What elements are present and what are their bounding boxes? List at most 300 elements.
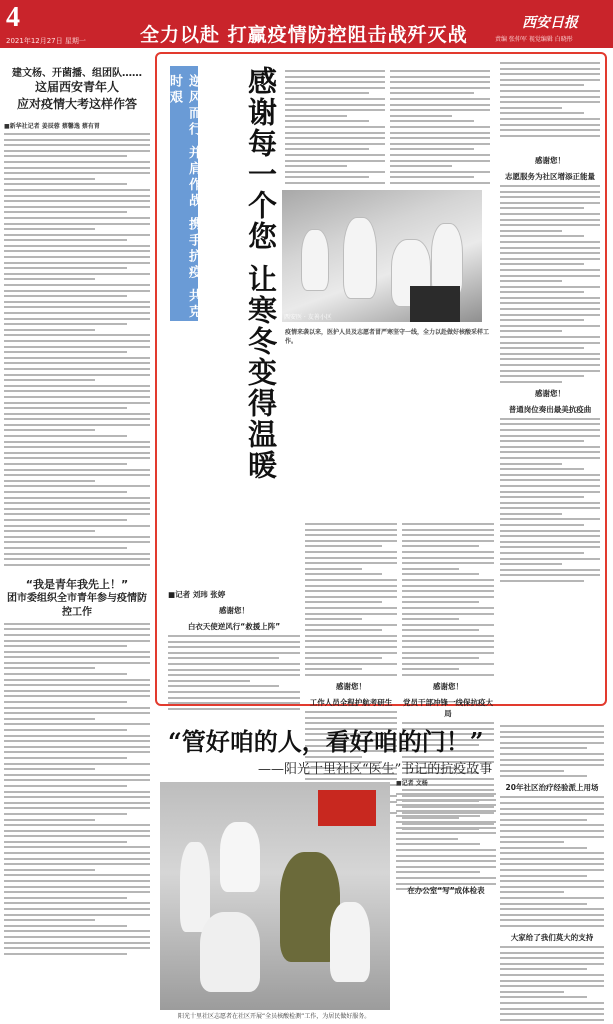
text-line	[390, 104, 490, 106]
text-line	[390, 70, 490, 72]
text-line	[305, 652, 397, 654]
text-line	[168, 691, 300, 693]
text-line	[285, 176, 369, 178]
text-line	[305, 551, 397, 553]
text-line	[4, 396, 150, 398]
text-line	[4, 374, 150, 376]
text-line	[500, 468, 584, 470]
text-line	[500, 446, 600, 448]
text-line	[500, 952, 604, 954]
text-line	[402, 579, 494, 581]
text-line	[4, 623, 150, 625]
text-line	[500, 224, 600, 226]
text-line	[285, 182, 385, 184]
text-line	[4, 228, 95, 230]
text-line	[500, 925, 604, 927]
text-line	[500, 302, 600, 304]
text-line	[500, 230, 562, 232]
text-line	[500, 946, 604, 948]
text-line	[4, 172, 150, 174]
text-line	[500, 897, 604, 899]
text-line	[4, 880, 150, 882]
text-line	[402, 523, 494, 525]
text-line	[4, 536, 150, 538]
text-line	[285, 76, 385, 78]
text-line	[402, 635, 494, 637]
text-line	[500, 241, 600, 243]
text-line	[285, 98, 385, 100]
text-line	[500, 314, 600, 316]
text-line	[305, 590, 397, 592]
text-line	[500, 258, 600, 260]
left-column	[4, 52, 150, 1020]
text-line	[4, 645, 127, 647]
text-line	[4, 200, 150, 202]
text-line	[4, 858, 150, 860]
text-line	[4, 874, 150, 876]
text-line	[285, 165, 347, 167]
text-line	[402, 629, 479, 631]
text-line	[4, 819, 95, 821]
text-line	[402, 590, 494, 592]
text-line	[4, 690, 150, 692]
subhead: 感谢您！	[336, 682, 366, 692]
text-line	[500, 535, 600, 537]
text-line	[4, 525, 150, 527]
text-line	[4, 167, 150, 169]
text-line	[500, 286, 600, 288]
text-line	[390, 182, 490, 184]
text-line	[4, 723, 150, 725]
text-line	[500, 124, 600, 126]
text-line	[4, 267, 127, 269]
text-line	[500, 474, 600, 476]
text-line	[402, 607, 494, 609]
text-line	[500, 491, 600, 493]
text-line	[4, 262, 150, 264]
feature-kicker-strip: 逆风而行 并肩作战 携手抗疫 共克时艰	[170, 66, 198, 321]
bottom-column-2	[500, 722, 604, 1024]
subhead: 感谢您！	[219, 606, 249, 615]
text-line	[500, 869, 604, 871]
article-body	[500, 725, 604, 777]
left-article-body-2	[4, 623, 150, 955]
text-line	[4, 446, 150, 448]
text-line	[500, 107, 562, 109]
text-line	[390, 87, 490, 89]
bottom-byline: ■记者 文杨	[396, 780, 428, 787]
feature-headline: 感谢每一个您 让寒冬变得温暖	[244, 66, 278, 482]
left-headline-2: “我是青年我先上！”	[25, 577, 129, 591]
text-line	[168, 697, 300, 699]
subhead: 党员干部冲锋一线保抗疫大局	[403, 698, 493, 719]
text-line	[500, 985, 604, 987]
text-line	[4, 429, 95, 431]
text-line	[285, 120, 369, 122]
text-line	[4, 155, 127, 157]
text-line	[305, 629, 382, 631]
feature-photo-label: 西安医 · 友善小区	[284, 314, 332, 321]
text-line	[500, 880, 604, 882]
text-line	[285, 137, 385, 139]
text-line	[285, 81, 385, 83]
left-headline-line-1: 这届西安青年人	[34, 80, 119, 94]
text-line	[305, 618, 362, 620]
text-line	[402, 657, 479, 659]
text-line	[500, 457, 600, 459]
text-line	[285, 171, 385, 173]
text-line	[500, 73, 600, 75]
text-line	[4, 679, 150, 681]
text-line	[4, 628, 150, 630]
text-line	[168, 657, 279, 659]
text-line	[500, 747, 587, 749]
text-line	[305, 523, 397, 525]
text-line	[500, 485, 600, 487]
text-line	[500, 552, 584, 554]
text-line	[305, 562, 397, 564]
text-line	[4, 791, 150, 793]
text-line	[4, 564, 150, 566]
text-line	[168, 652, 300, 654]
text-line	[500, 135, 600, 137]
text-line	[500, 496, 584, 498]
text-line	[500, 358, 600, 360]
text-line	[285, 70, 385, 72]
text-line	[4, 329, 95, 331]
text-line	[4, 402, 150, 404]
text-line	[500, 852, 604, 854]
text-line	[305, 674, 397, 676]
text-line	[4, 779, 150, 781]
text-line	[4, 139, 150, 141]
left-headline-line-2: 应对疫情大考这样作答	[16, 97, 137, 111]
text-line	[4, 746, 150, 748]
subhead: 在办公室“写”成体检表	[407, 886, 485, 895]
text-line	[305, 540, 397, 542]
text-line	[168, 685, 279, 687]
text-line	[4, 239, 127, 241]
text-line	[4, 919, 95, 921]
text-line	[4, 463, 127, 465]
text-line	[4, 497, 150, 499]
text-line	[500, 957, 604, 959]
text-line	[500, 502, 600, 504]
text-line	[305, 663, 397, 665]
article-body	[500, 946, 604, 1024]
text-line	[4, 469, 150, 471]
text-line	[4, 346, 150, 348]
text-line	[402, 668, 459, 670]
text-line	[4, 195, 150, 197]
text-line	[500, 435, 600, 437]
text-line	[4, 150, 150, 152]
text-line	[305, 635, 397, 637]
text-line	[500, 90, 600, 92]
masthead-logo: 西安日报	[522, 16, 578, 31]
text-line	[500, 219, 600, 221]
feature-photo-caption: 疫情来袭以来，医护人员及志愿者冒严寒坚守一线，全力以赴做好核酸采样工作。	[285, 329, 490, 345]
text-line	[390, 171, 490, 173]
text-line	[396, 815, 480, 817]
text-line	[4, 278, 95, 280]
text-line	[4, 206, 150, 208]
text-line	[402, 613, 494, 615]
text-line	[500, 796, 604, 798]
text-line	[500, 764, 604, 766]
text-line	[285, 160, 385, 162]
text-line	[402, 585, 494, 587]
text-line	[4, 835, 150, 837]
text-line	[4, 144, 150, 146]
text-line	[4, 768, 95, 770]
text-line	[500, 541, 600, 543]
text-line	[500, 451, 600, 453]
text-line	[4, 925, 127, 927]
text-line	[4, 774, 150, 776]
text-line	[4, 284, 150, 286]
text-line	[168, 635, 300, 637]
text-line	[4, 245, 150, 247]
text-line	[168, 674, 300, 676]
text-line	[500, 858, 604, 860]
text-line	[500, 375, 584, 377]
text-line	[402, 540, 494, 542]
text-line	[4, 841, 127, 843]
text-line	[4, 178, 95, 180]
text-line	[4, 897, 127, 899]
article-body	[402, 523, 494, 676]
text-line	[4, 634, 150, 636]
text-line	[500, 479, 600, 481]
text-line	[4, 640, 150, 642]
text-line	[4, 908, 150, 910]
text-line	[168, 641, 300, 643]
text-line	[4, 513, 150, 515]
text-line	[500, 736, 604, 738]
text-line	[305, 613, 397, 615]
photo-figure	[220, 822, 260, 892]
subhead: 大家给了我们莫大的支持	[510, 933, 594, 942]
text-line	[402, 568, 459, 570]
text-line	[402, 596, 494, 598]
text-line	[4, 385, 150, 387]
text-line	[4, 407, 127, 409]
text-line	[4, 306, 150, 308]
text-line	[4, 234, 150, 236]
text-line	[4, 318, 150, 320]
text-line	[305, 545, 382, 547]
text-line	[4, 334, 150, 336]
text-line	[4, 936, 150, 938]
feature-column-3	[500, 62, 600, 140]
text-line	[305, 573, 382, 575]
subhead: 普通岗位奏出最美抗疫曲	[508, 404, 592, 414]
text-line	[4, 519, 127, 521]
text-line	[4, 558, 150, 560]
text-line	[396, 871, 480, 873]
text-line	[390, 98, 490, 100]
text-line	[500, 79, 600, 81]
text-line	[402, 652, 494, 654]
text-line	[500, 185, 600, 187]
left-kicker: 建文杨、开菌播、组团队……	[12, 68, 142, 79]
text-line	[500, 308, 600, 310]
text-line	[500, 84, 584, 86]
text-line	[402, 601, 479, 603]
text-line	[500, 886, 604, 888]
text-line	[500, 996, 587, 998]
text-line	[4, 217, 150, 219]
text-line	[4, 886, 150, 888]
text-line	[4, 530, 95, 532]
text-line	[390, 132, 490, 134]
text-line	[500, 263, 584, 265]
text-line	[4, 807, 150, 809]
text-line	[4, 256, 150, 258]
text-line	[4, 250, 150, 252]
text-line	[500, 863, 604, 865]
text-line	[500, 370, 600, 372]
text-line	[500, 731, 604, 733]
article-body	[396, 793, 496, 890]
text-line	[500, 518, 600, 520]
text-line	[285, 154, 385, 156]
text-line	[500, 813, 604, 815]
article-body	[500, 796, 604, 927]
banner-slogan: 全力以赴 打赢疫情防控阻击战歼灭战	[140, 24, 468, 46]
subhead: 工作人员全程护航考研生	[309, 698, 393, 708]
text-line	[396, 804, 496, 806]
text-line	[4, 740, 150, 742]
text-line	[390, 154, 490, 156]
text-line	[4, 357, 150, 359]
text-line	[500, 297, 600, 299]
photo-figure	[180, 842, 210, 932]
photo-figure	[302, 230, 328, 290]
text-line	[500, 196, 600, 198]
text-line	[4, 763, 150, 765]
text-line	[4, 684, 150, 686]
text-line	[4, 553, 150, 555]
text-line	[500, 524, 584, 526]
subhead: 志愿服务为社区增添正能量	[505, 172, 595, 181]
text-line	[396, 855, 496, 857]
text-line	[500, 463, 562, 465]
text-line	[402, 624, 494, 626]
text-line	[500, 202, 600, 204]
text-line	[390, 176, 474, 178]
text-line	[500, 891, 564, 893]
text-line	[4, 707, 150, 709]
text-line	[500, 513, 562, 515]
text-line	[402, 646, 494, 648]
text-line	[500, 96, 600, 98]
text-line	[500, 530, 600, 532]
text-line	[500, 580, 584, 582]
text-line	[390, 81, 490, 83]
text-line	[500, 974, 604, 976]
text-line	[168, 702, 300, 704]
text-line	[4, 351, 127, 353]
text-line	[500, 118, 600, 120]
text-line	[4, 667, 95, 669]
text-line	[500, 235, 584, 237]
text-line	[500, 353, 600, 355]
text-line	[305, 529, 397, 531]
text-line	[4, 824, 150, 826]
text-line	[390, 109, 490, 111]
article-body	[305, 523, 397, 676]
text-line	[390, 148, 474, 150]
text-line	[168, 669, 300, 671]
text-line	[4, 189, 150, 191]
text-line	[500, 759, 604, 761]
text-line	[500, 325, 600, 327]
text-line	[305, 711, 397, 713]
text-line	[500, 275, 600, 277]
subhead: 20年社区治疗经验派上用场	[505, 783, 599, 793]
text-line	[500, 319, 584, 321]
text-line	[4, 735, 150, 737]
text-line	[4, 295, 127, 297]
photo-figure	[344, 218, 376, 298]
text-line	[285, 104, 385, 106]
text-line	[402, 562, 494, 564]
text-line	[4, 323, 127, 325]
text-line	[285, 126, 385, 128]
text-line	[402, 534, 494, 536]
text-line	[500, 342, 600, 344]
text-line	[4, 863, 150, 865]
text-line	[500, 569, 600, 571]
text-line	[500, 1002, 604, 1004]
text-line	[500, 291, 584, 293]
text-line	[4, 541, 150, 543]
text-line	[305, 568, 362, 570]
bottom-subhead-block	[396, 880, 496, 899]
text-line	[500, 247, 600, 249]
left-article-body	[4, 133, 150, 566]
text-line	[500, 903, 587, 905]
text-line	[402, 640, 494, 642]
text-line	[305, 557, 397, 559]
text-line	[500, 980, 604, 982]
text-line	[500, 330, 562, 332]
text-line	[305, 646, 397, 648]
text-line	[500, 507, 600, 509]
text-line	[4, 830, 150, 832]
text-line	[500, 991, 564, 993]
text-line	[396, 832, 496, 834]
text-line	[4, 183, 127, 185]
text-line	[4, 390, 150, 392]
text-line	[390, 143, 490, 145]
text-line	[402, 529, 494, 531]
text-line	[4, 474, 150, 476]
feature-lower-column-1	[168, 584, 300, 713]
feature-column-2	[390, 70, 490, 187]
text-line	[500, 914, 604, 916]
text-line	[4, 813, 127, 815]
text-line	[4, 502, 150, 504]
text-line	[4, 161, 150, 163]
text-line	[402, 557, 494, 559]
text-line	[390, 115, 452, 117]
text-line	[4, 695, 150, 697]
text-line	[500, 963, 604, 965]
text-line	[305, 607, 397, 609]
